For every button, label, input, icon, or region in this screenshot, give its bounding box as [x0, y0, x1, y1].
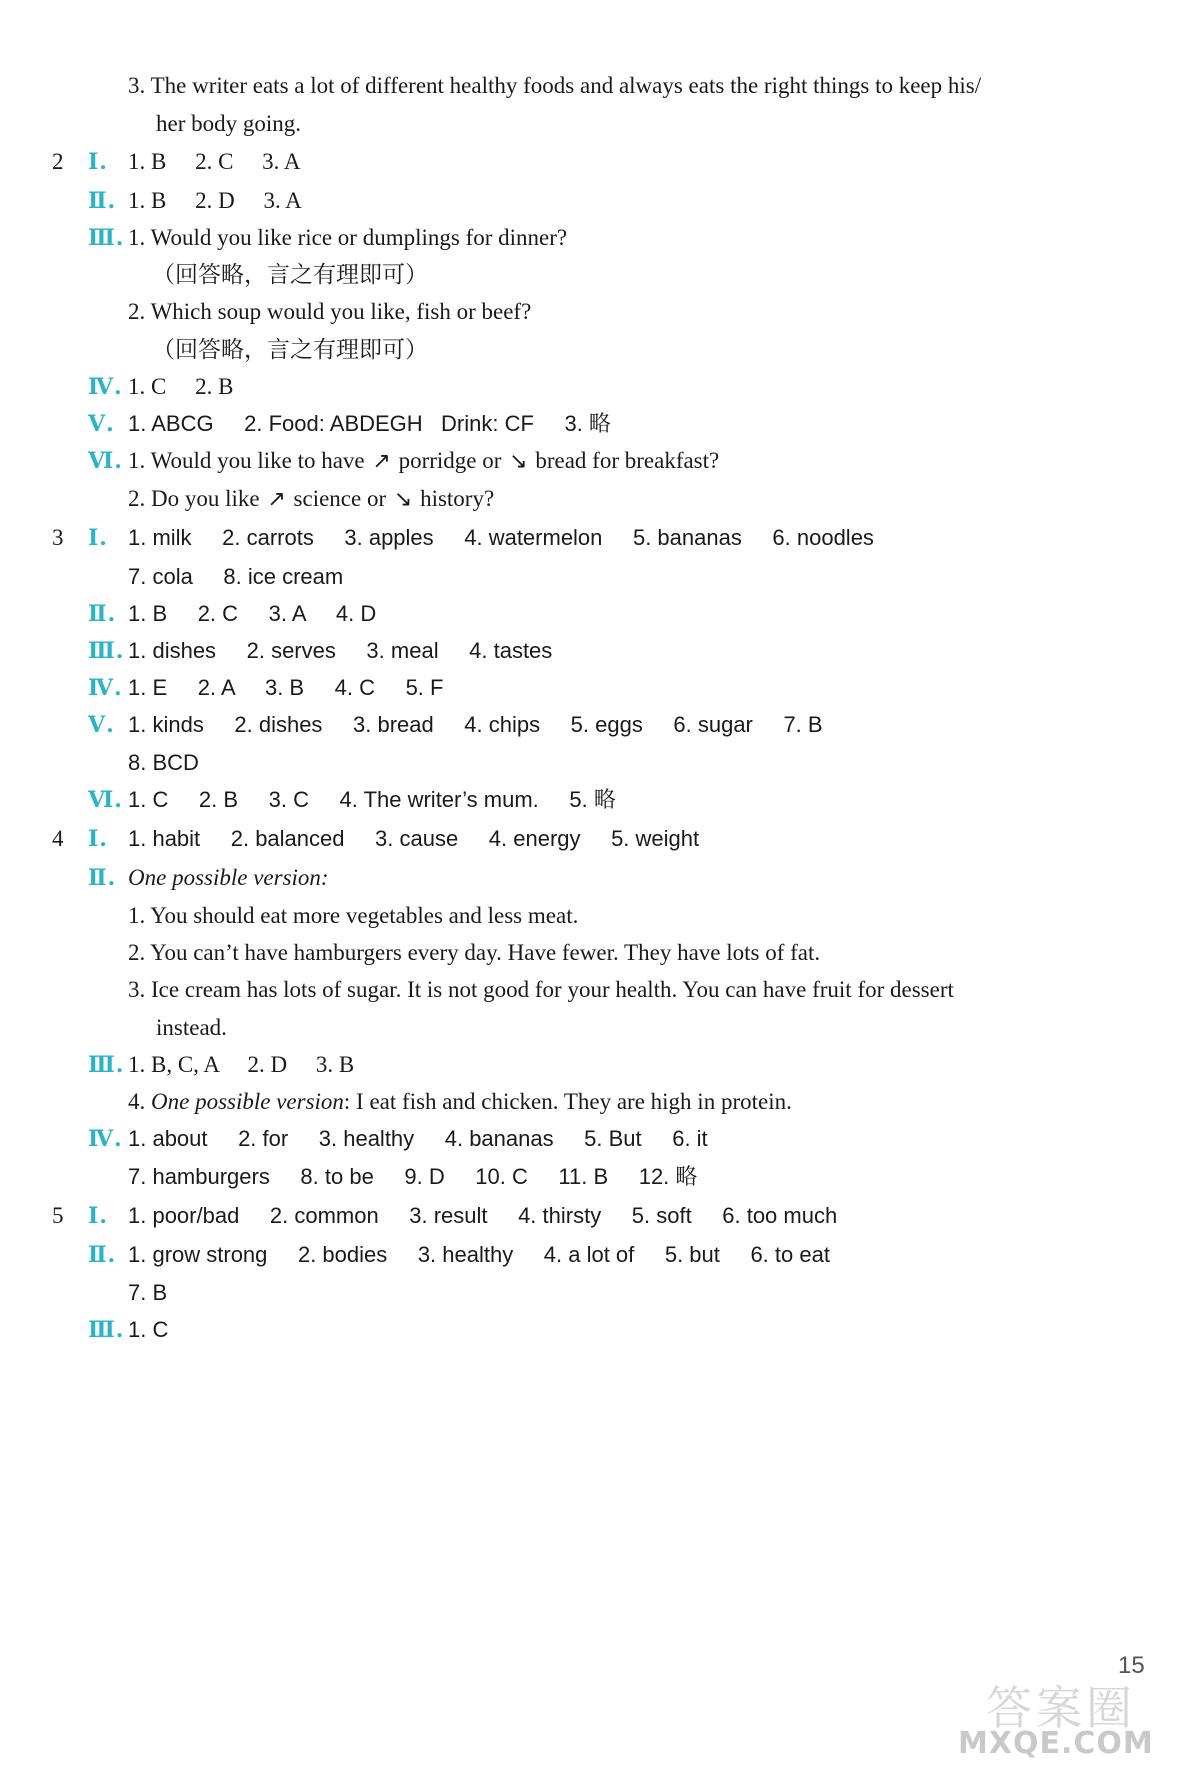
answer-text: 8. BCD — [128, 750, 199, 775]
answer-text — [128, 479, 494, 520]
roman-numeral: Ⅴ. — [88, 411, 115, 437]
roman-numeral: Ⅱ. — [88, 865, 117, 891]
answer-text: 7. cola 8. ice cream — [128, 564, 344, 589]
answer-text: 1. You should eat more vegetables and less meat. — [128, 903, 579, 928]
roman-numeral: Ⅰ. — [88, 149, 108, 175]
answer-text: 3. The writer eats a lot of different healthy foods and always eats the right things to keep his/ — [128, 73, 982, 98]
answer-text: 1. habit 2. balanced 3. cause 4. energy 5. weight — [128, 826, 700, 851]
answer-text: One possible version: — [128, 865, 329, 890]
answer-text — [128, 441, 719, 482]
roman-numeral: Ⅰ. — [88, 1203, 108, 1229]
answer-text: instead. — [156, 1015, 227, 1040]
answer-text: 7. hamburgers 8. to be 9. D 10. C 11. B 12. 略 — [128, 1164, 698, 1189]
answer-text: 1. kinds 2. dishes 3. bread 4. chips 5. eggs 6. sugar 7. B — [128, 712, 823, 737]
answer-text-part: 2. Do you like — [128, 486, 260, 511]
rising-intonation-icon: ↗ — [372, 449, 391, 474]
falling-intonation-icon: ↘ — [509, 449, 528, 474]
roman-numeral: Ⅰ. — [88, 826, 108, 852]
answer-text: （回答略，言之有理即可） — [152, 262, 428, 287]
roman-numeral: Ⅲ. — [88, 1317, 125, 1343]
roman-numeral: Ⅵ. — [88, 448, 123, 474]
answer-text: 7. B — [128, 1280, 168, 1305]
roman-numeral: Ⅲ. — [88, 1052, 125, 1078]
answer-text: 1. B 2. C 3. A — [128, 149, 301, 174]
section-number: 4 — [52, 826, 64, 851]
falling-intonation-icon: ↘ — [393, 487, 413, 512]
roman-numeral: Ⅳ. — [88, 1126, 123, 1152]
section-number: 2 — [52, 149, 64, 174]
answer-text-part: science or — [293, 486, 387, 511]
roman-numeral: Ⅴ. — [88, 712, 115, 738]
answer-text: her body going. — [156, 111, 302, 136]
answer-text-part: 1. Would you like to have — [128, 448, 365, 473]
answer-text: 1. poor/bad 2. common 3. result 4. thirsty 5. soft 6. too much — [128, 1203, 838, 1228]
answer-text — [128, 1082, 792, 1122]
answer-text: 2. Which soup would you like, fish or beef? — [128, 299, 532, 324]
answer-text-part: : I eat fish and chicken. They are high in protein. — [343, 1089, 792, 1114]
answer-text-part: porridge or — [398, 448, 502, 473]
answer-text: 1. Would you like rice or dumplings for dinner? — [128, 225, 568, 250]
answer-text: 1. B 2. C 3. A 4. D — [128, 601, 377, 626]
answer-text: 1. C 2. B 3. C 4. The writer’s mum. 5. 略 — [128, 787, 616, 812]
answer-text-part: 4. — [128, 1089, 151, 1114]
answer-text: 1. grow strong 2. bodies 3. healthy 4. a lot of 5. but 6. to eat — [128, 1242, 830, 1267]
answer-text: 1. E 2. A 3. B 4. C 5. F — [128, 675, 444, 700]
watermark-url: MXQE.COM — [958, 1726, 1154, 1761]
answer-text: 1. C 2. B — [128, 374, 234, 399]
roman-numeral: Ⅳ. — [88, 374, 123, 400]
roman-numeral: Ⅱ. — [88, 188, 117, 214]
page-number: 15 — [1118, 1652, 1145, 1679]
answer-text: 2. You can’t have hamburgers every day. Have fewer. They have lots of fat. — [128, 940, 821, 965]
section-number: 3 — [52, 525, 64, 550]
answer-text: 1. about 2. for 3. healthy 4. bananas 5. But 6. it — [128, 1126, 708, 1151]
answer-text: （回答略，言之有理即可） — [152, 337, 428, 362]
roman-numeral: Ⅲ. — [88, 638, 125, 664]
roman-numeral: Ⅲ. — [88, 225, 125, 251]
answer-text: 1. B, C, A 2. D 3. B — [128, 1052, 355, 1077]
answer-text: 1. B 2. D 3. A — [128, 188, 302, 213]
watermark-logo — [958, 1672, 1168, 1772]
section-number: 5 — [52, 1203, 64, 1228]
answer-text-part: history? — [420, 486, 495, 511]
roman-numeral: Ⅱ. — [88, 1242, 117, 1268]
answer-text-part: bread for breakfast? — [535, 448, 720, 473]
answer-text: 3. Ice cream has lots of sugar. It is not good for your health. You can have fruit for dessert — [128, 977, 954, 1002]
answer-text: 1. C — [128, 1317, 169, 1342]
answer-text: 1. dishes 2. serves 3. meal 4. tastes — [128, 638, 553, 663]
roman-numeral: Ⅵ. — [88, 787, 123, 813]
rising-intonation-icon: ↗ — [267, 487, 286, 512]
roman-numeral: Ⅱ. — [88, 601, 117, 627]
roman-numeral: Ⅳ. — [88, 675, 123, 701]
answer-text-part: One possible version — [151, 1089, 344, 1114]
watermark-text: 答案圈 — [986, 1681, 1136, 1735]
roman-numeral: Ⅰ. — [88, 525, 108, 551]
answer-text: 1. milk 2. carrots 3. apples 4. watermelon 5. bananas 6. noodles — [128, 525, 874, 550]
answer-text: 1. ABCG 2. Food: ABDEGH Drink: CF 3. 略 — [128, 411, 611, 436]
